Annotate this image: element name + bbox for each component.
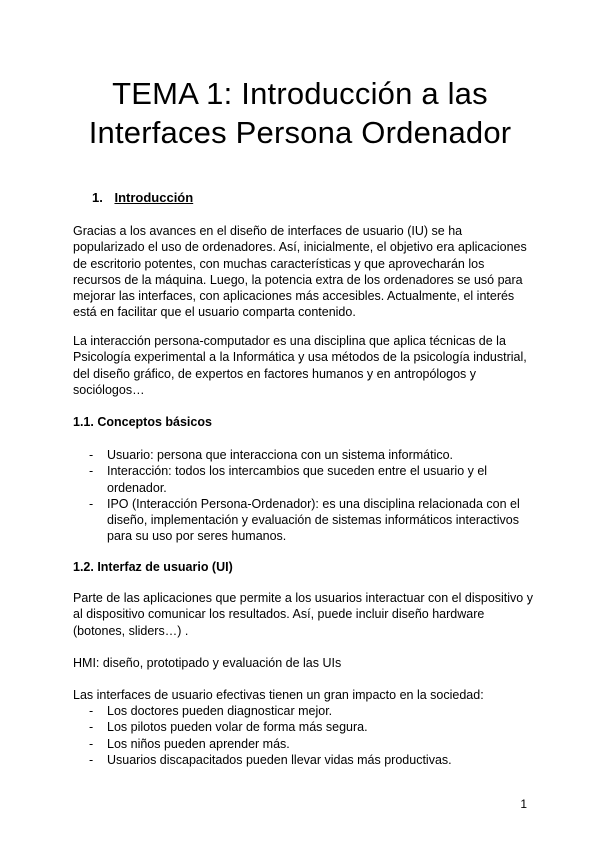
interfaz-paragraph-1: Parte de las aplicaciones que permite a los usuarios interactuar con el dispositivo y al dispositivo comunicar los resultados. Así, puede incluir diseño hardware (botones, sliders…) . xyxy=(73,591,533,638)
list-item xyxy=(73,736,533,752)
list-bullet: - xyxy=(89,720,94,735)
list-item xyxy=(73,496,533,545)
list-bullet: - xyxy=(89,464,94,479)
list-item-text: Usuarios discapacitados pueden llevar vidas más productivas. xyxy=(107,752,452,767)
subsection-heading-conceptos: 1.1. Conceptos básicos xyxy=(73,415,212,429)
title-line-2: Interfaces Persona Ordenador xyxy=(88,115,512,150)
section-heading-introduccion xyxy=(92,190,193,205)
subsection-heading-interfaz: 1.2. Interfaz de usuario (UI) xyxy=(73,560,233,574)
page-number: 1 xyxy=(520,797,527,811)
list-item-text: Interacción: todos los intercambios que suceden entre el usuario y el ordenador. xyxy=(107,464,488,495)
list-bullet: - xyxy=(89,448,94,462)
list-bullet: - xyxy=(89,752,94,767)
intro-paragraph-2: La interacción persona-computador es una disciplina que aplica técnicas de la Psicología experimental a la Informática y usa métodos de la psicología industrial, del diseño gráfico, de expertos en factores humanos y en antropólogos y sociólogos… xyxy=(73,334,527,397)
list-item-text: IPO (Interacción Persona-Ordenador): es una disciplina relacionada con el diseño, implementación y evaluación de sistemas informáticos interactivos para su uso por seres humanos. xyxy=(107,496,520,544)
list-bullet: - xyxy=(89,736,94,751)
list-item-text: Los pilotos pueden volar de forma más segura. xyxy=(107,720,368,735)
list-item xyxy=(73,447,533,463)
impacto-list xyxy=(73,703,533,768)
conceptos-list xyxy=(73,447,533,545)
list-item xyxy=(73,703,533,719)
list-item-text: Los doctores pueden diagnosticar mejor. xyxy=(107,704,333,718)
title-line-1: TEMA 1: Introducción a las xyxy=(112,76,488,111)
interfaz-paragraph-2: HMI: diseño, prototipado y evaluación de las UIs xyxy=(73,656,342,670)
intro-paragraph-1: Gracias a los avances en el diseño de interfaces de usuario (IU) se ha popularizado el uso de ordenadores. Así, inicialmente, el objetivo era aplicaciones de escritorio potentes, con muchas características y que aprovecharán los recursos de la máquina. Luego, la potencia extra de los ordenadores se usó para mejorar las interfaces, con aplicaciones más accesibles. Actualmente, el interés está en facilitar que el usuario comparta contenido. xyxy=(73,224,527,320)
list-item-text: Los niños pueden aprender más. xyxy=(107,736,290,751)
interfaz-paragraph-3: Las interfaces de usuario efectivas tienen un gran impacto en la sociedad: xyxy=(73,688,484,702)
page-title xyxy=(60,74,540,152)
section-label: Introducción xyxy=(114,190,194,205)
list-item xyxy=(73,752,533,768)
list-bullet: - xyxy=(89,496,94,511)
list-item-text: Usuario: persona que interacciona con un sistema informático. xyxy=(107,448,454,462)
list-item xyxy=(73,719,533,735)
list-bullet: - xyxy=(89,704,94,718)
list-item xyxy=(73,463,533,496)
section-number: 1. xyxy=(92,190,103,205)
